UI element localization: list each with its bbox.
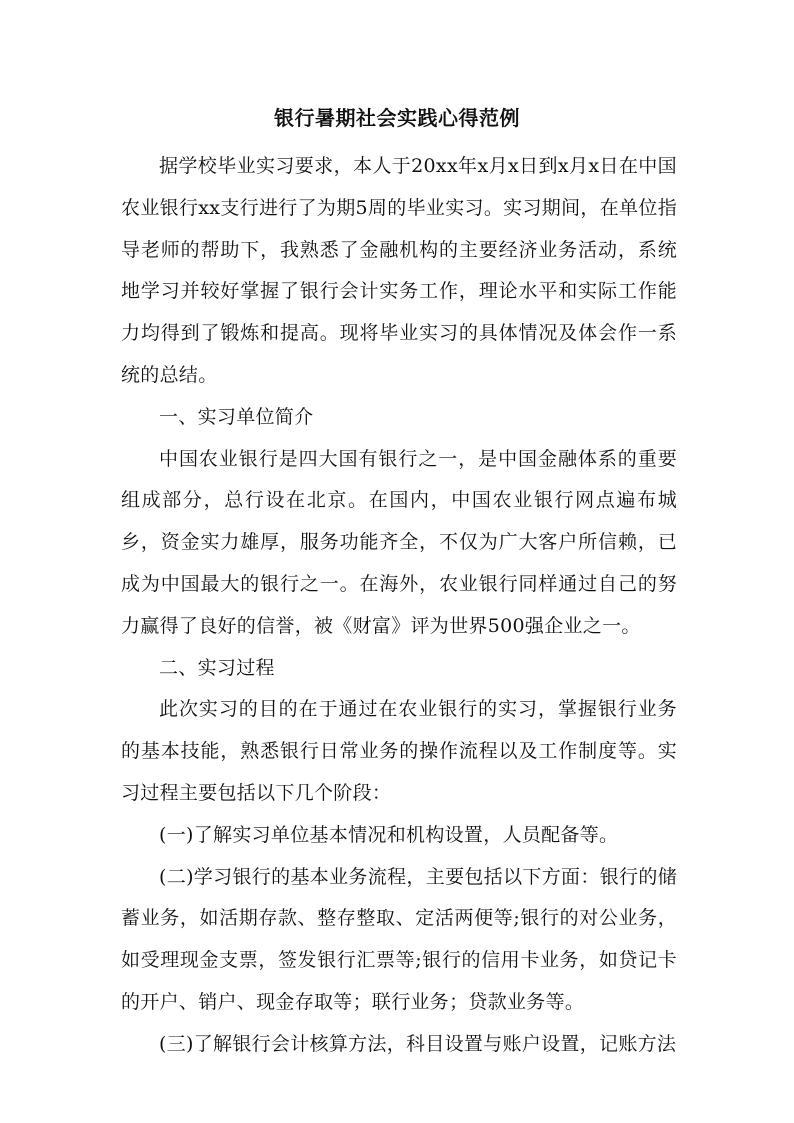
paragraph-process: 此次实习的目的在于通过在农业银行的实习，掌握银行业务的基本技能，熟悉银行日常业务的操作流程以及工作制度等。实习过程主要包括以下几个阶段：	[121, 698, 677, 804]
paragraph-unit-intro: 中国农业银行是四大国有银行之一，是中国金融体系的重要组成部分，总行设在北京。在国内，中国农业银行网点遍布城乡，资金实力雄厚，服务功能齐全，不仅为广大客户所信赖，已成为中国最大的银行之一。在海外，农业银行同样通过自己的努力赢得了良好的信誉，被《财富》评为世界500强企业之一。	[121, 447, 677, 637]
paragraph-stage-3: (三)了解银行会计核算方法，科目设置与账户设置，记账方法	[159, 1032, 677, 1055]
paragraph-stage-2: (二)学习银行的基本业务流程，主要包括以下方面：银行的储蓄业务，如活期存款、整存整取、定活两便等;银行的对公业务，如受理现金支票，签发银行汇票等;银行的信用卡业务，如贷记卡的开户、销户、现金存取等；联行业务；贷款业务等。	[121, 865, 677, 1013]
paragraph-intro: 据学校毕业实习要求，本人于20xx年x月x日到x月x日在中国农业银行xx支行进行了为期5周的毕业实习。实习期间，在单位指导老师的帮助下，我熟悉了金融机构的主要经济业务活动，系统地学习并较好掌握了银行会计实务工作，理论水平和实际工作能力均得到了锻炼和提高。现将毕业实习的具体情况及体会作一系统的总结。	[121, 155, 677, 386]
document-body	[121, 146, 677, 1066]
document-title: 银行暑期社会实践心得范例	[274, 106, 520, 130]
paragraph-stage-1: (一)了解实习单位基本情况和机构设置，人员配备等。	[159, 823, 619, 846]
section-heading-process: 二、实习过程	[159, 656, 275, 679]
section-heading-unit-intro: 一、实习单位简介	[159, 405, 314, 428]
